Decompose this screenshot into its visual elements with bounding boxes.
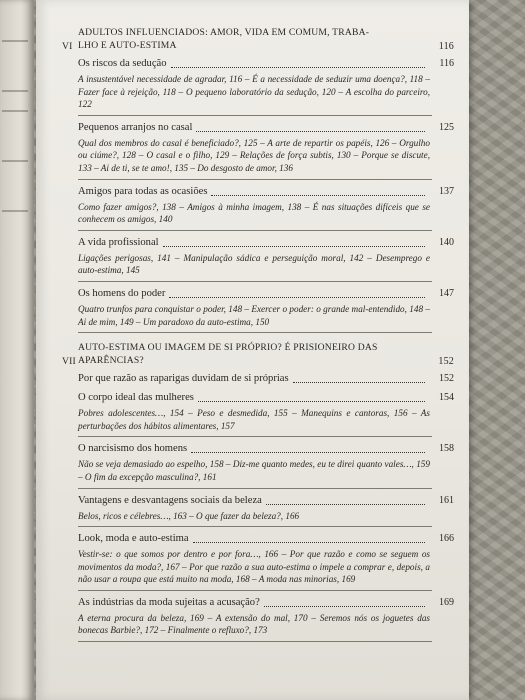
toc-section — [78, 494, 454, 528]
chapter-number: VI — [62, 41, 73, 52]
section-subtopics: A insustentável necessidade de agradar, 116 – É a necessidade de seduzir uma doença?, 118 – Fazer face à rejeição, 118 – O pequeno laboratório da sedução, 120 – A escolha do parceiro, 122 — [78, 74, 430, 110]
toc-chapter — [62, 341, 454, 642]
toc-section — [78, 372, 454, 386]
section-heading — [78, 391, 454, 405]
left-page-text-fragment — [2, 40, 28, 42]
toc-chapter — [62, 26, 454, 333]
section-divider — [78, 590, 432, 591]
section-title: O narcisismo dos homens — [78, 443, 188, 455]
section-divider — [78, 488, 432, 489]
dot-leader — [193, 542, 425, 543]
section-heading — [78, 532, 454, 546]
section-title: A vida profissional — [78, 236, 159, 248]
chapter-number: VII — [62, 356, 76, 368]
section-page-number: 140 — [439, 236, 454, 248]
toc-section — [78, 391, 454, 437]
section-heading — [78, 287, 454, 301]
dot-leader — [211, 195, 425, 196]
section-subtopics: Belos, ricos e célebres…, 163 – O que fazer da beleza?, 166 — [78, 510, 300, 521]
section-divider — [78, 332, 432, 333]
section-subtopics: Como fazer amigos?, 138 – Amigos à minha imagem, 138 – É nas situações difíceis que se conhecem os amigos, 140 — [78, 201, 430, 225]
section-heading — [78, 442, 454, 456]
left-page-text-fragment — [2, 210, 28, 212]
left-book-page — [0, 0, 34, 700]
section-heading — [78, 185, 454, 199]
left-page-text-fragment — [2, 90, 28, 92]
chapter-title-line: APARÊNCIAS? — [78, 355, 144, 367]
section-subtopics: Quatro trunfos para conquistar o poder, 148 – Exercer o poder: o grande mal-entendido, 148 – Ai de mim, 149 – Um paradoxo da auto-estima, 150 — [78, 303, 430, 327]
chapter-title — [78, 341, 428, 367]
section-title: As indústrias da moda sujeitas a acusação? — [78, 596, 260, 608]
section-divider — [78, 179, 432, 180]
chapter-title-line: AUTO-ESTIMA OU IMAGEM DE SI PRÓPRIO? É PRISIONEIRO DAS — [78, 342, 378, 354]
section-subtopics: Pobres adolescentes…, 154 – Peso e desmedida, 155 – Manequins e cantoras, 156 – As perturbações dos hábitos alimentares, 157 — [78, 408, 430, 431]
section-title: Vantagens e desvantagens sociais da beleza — [78, 494, 262, 506]
book-page — [36, 0, 469, 700]
section-page-number: 166 — [439, 533, 454, 545]
section-subtopics: Vestir-se: o que somos por dentro e por fora…, 166 – Por que razão e como se seguem os movimentos da moda?, 167 – Por que razão a sua auto-estima o impele a comprar e, depois, a não usar a roupa que está muito na moda, 168 – A moda nas minorias, 169 — [78, 549, 430, 585]
section-page-number: 158 — [439, 443, 454, 455]
left-page-text-fragment — [2, 160, 28, 162]
section-page-number: 161 — [439, 494, 454, 506]
section-page-number: 137 — [439, 185, 454, 197]
section-divider — [78, 526, 432, 527]
toc-section — [78, 596, 454, 642]
toc-section — [78, 442, 454, 488]
section-page-number: 152 — [439, 373, 454, 385]
section-page-number: 169 — [439, 596, 454, 608]
section-divider — [78, 281, 432, 282]
chapter-title-line: ADULTOS INFLUENCIADOS: AMOR, VIDA EM COMUM, TRABA- — [78, 27, 370, 38]
section-page-number: 116 — [439, 58, 454, 69]
table-of-contents — [62, 26, 454, 650]
section-page-number: 147 — [439, 287, 454, 299]
section-subtopics: Não se veja demasiado ao espelho, 158 – Diz-me quanto medes, eu te direi quanto vales…, 159 – O fim da excepção masculina?, 161 — [78, 459, 430, 482]
section-title: Pequenos arranjos no casal — [78, 121, 193, 133]
toc-section — [78, 121, 454, 180]
section-heading — [78, 121, 454, 135]
section-heading — [78, 57, 454, 71]
section-subtopics: Qual dos membros do casal é beneficiado?, 125 – A arte de repartir os papéis, 126 – Orgulho ou ciúme?, 128 – O casal e o filho, 129 – Relações de força subtis, 130 – Porque se discute, 133 – Ai de ti, se te amo!, 135 – Do desgosto de amor, 136 — [78, 137, 430, 173]
section-page-number: 154 — [439, 392, 454, 404]
section-divider — [78, 641, 432, 642]
chapter-heading — [62, 26, 454, 52]
section-heading — [78, 372, 454, 386]
dot-leader — [293, 382, 425, 383]
section-subtopics: Ligações perigosas, 141 – Manipulação sádica e perseguição moral, 142 – Desemprego e auto-estima, 145 — [78, 252, 430, 276]
section-heading — [78, 494, 454, 508]
dot-leader — [196, 131, 425, 132]
dot-leader — [264, 606, 425, 607]
dot-leader — [171, 67, 425, 68]
section-title: Por que razão as raparigas duvidam de si próprias — [78, 373, 289, 385]
toc-section — [78, 185, 454, 231]
dot-leader — [169, 297, 425, 298]
left-page-text-fragment — [2, 110, 28, 112]
section-divider — [78, 230, 432, 231]
section-title: Os homens do poder — [78, 287, 166, 299]
toc-section — [78, 532, 454, 591]
dot-leader — [266, 504, 425, 505]
chapter-title-line: LHO E AUTO-ESTIMA — [78, 40, 177, 51]
toc-section — [78, 236, 454, 282]
chapter-heading — [62, 341, 454, 367]
section-title: Os riscos da sedução — [78, 58, 167, 69]
chapter-page-number: 152 — [438, 356, 454, 368]
section-divider — [78, 436, 432, 437]
dot-leader — [198, 401, 425, 402]
chapter-title — [78, 26, 428, 52]
section-heading — [78, 236, 454, 250]
section-title: Amigos para todas as ocasiões — [78, 185, 208, 197]
section-divider — [78, 115, 432, 116]
section-page-number: 125 — [439, 121, 454, 133]
section-heading — [78, 596, 454, 610]
chapter-page-number: 116 — [438, 41, 454, 52]
dot-leader — [191, 452, 425, 453]
dot-leader — [163, 246, 425, 247]
toc-section — [78, 57, 454, 116]
toc-section — [78, 287, 454, 333]
section-title: O corpo ideal das mulheres — [78, 392, 194, 404]
section-title: Look, moda e auto-estima — [78, 533, 189, 545]
section-subtopics: A eterna procura da beleza, 169 – A extensão do mal, 170 – Seremos nós os joguetes das bonecas Barbie?, 172 – Finalmente o refluxo?, 173 — [78, 612, 430, 636]
